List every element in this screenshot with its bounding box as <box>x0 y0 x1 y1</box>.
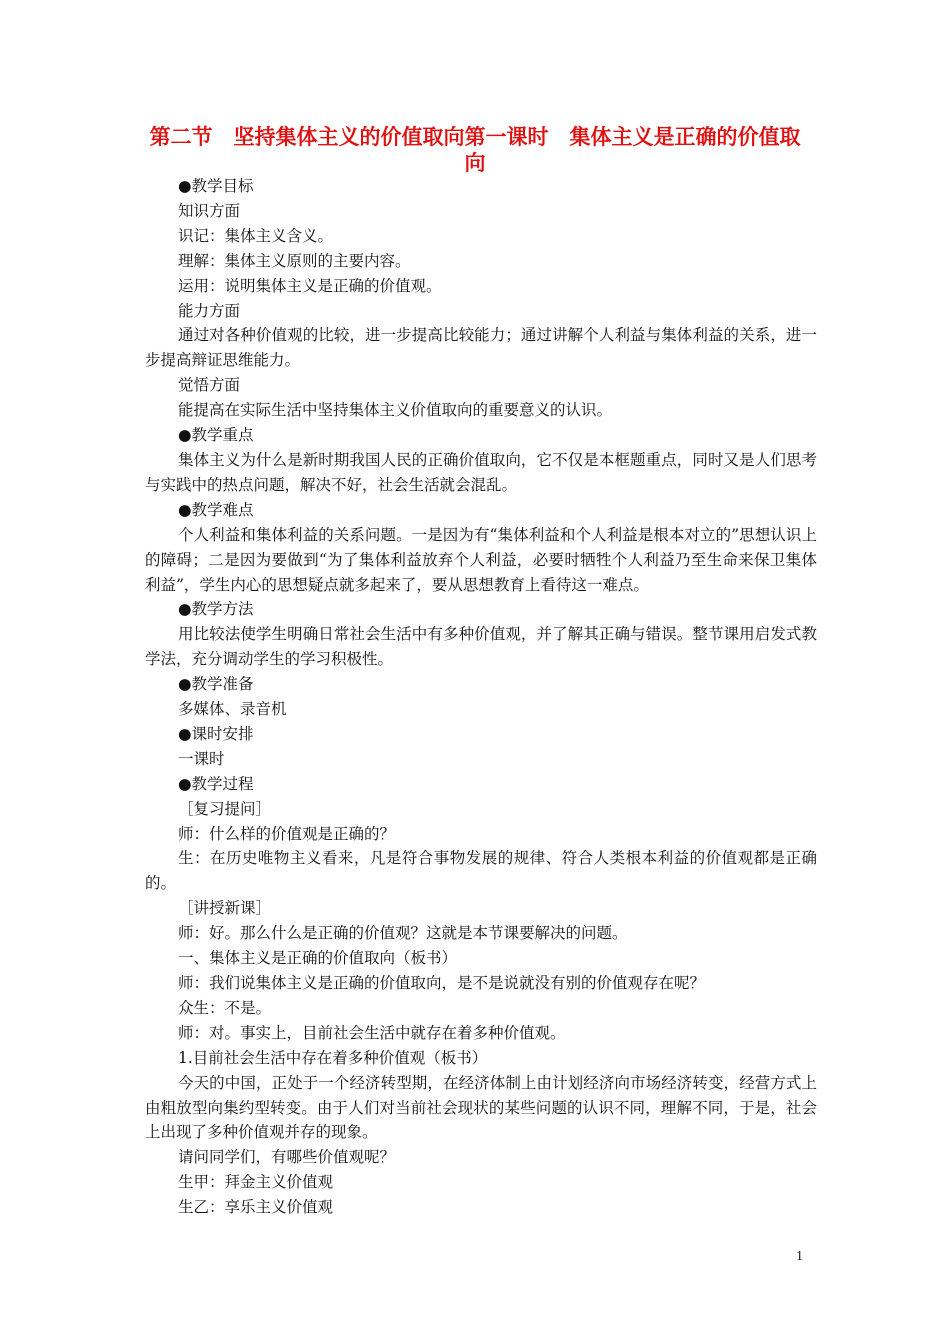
paragraph: 众生：不是。 <box>178 998 272 1017</box>
paragraph: ●教学方法 <box>178 600 254 619</box>
paragraph: 请问同学们，有哪些价值观呢？ <box>178 1148 396 1167</box>
document-body <box>145 174 817 1220</box>
page-number: 1 <box>796 1249 803 1264</box>
paragraph: 1.目前社会生活中存在着多种价值观（板书） <box>178 1048 488 1067</box>
page-title: 第二节 坚持集体主义的价值取向第一课时 集体主义是正确的价值取向 <box>149 124 801 175</box>
paragraph: ●教学准备 <box>178 675 254 694</box>
paragraph: ［讲授新课］ <box>178 899 272 918</box>
paragraph: ●教学目标 <box>178 177 254 195</box>
paragraph: 生：在历史唯物主义看来，凡是符合事物发展的规律、符合人类根本利益的价值观都是正确的。 <box>145 849 817 893</box>
paragraph: 用比较法使学生明确日常社会生活中有多种价值观，并了解其正确与错误。整节课用启发式教学法，充分调动学生的学习积极性。 <box>145 625 817 669</box>
paragraph: 师：对。事实上，目前社会生活中就存在着多种价值观。 <box>178 1023 566 1042</box>
paragraph: 运用：说明集体主义是正确的价值观。 <box>178 276 442 295</box>
paragraph: ●教学过程 <box>178 774 254 793</box>
paragraph: 觉悟方面 <box>178 376 241 395</box>
paragraph: ［复习提问］ <box>178 799 272 818</box>
paragraph: 个人利益和集体利益的关系问题。一是因为有“集体利益和个人利益是根本对立的”思想认识上的障碍；二是因为要做到“为了集体利益放弃个人利益，必要时牺牲个人利益乃至生命来保卫集体利益”，学生内心的思想疑点就多起来了，要从思想教育上看待这一难点。 <box>145 525 817 594</box>
paragraph: 今天的中国，正处于一个经济转型期，在经济体制上由计划经济向市场经济转变，经营方式上由粗放型向集约型转变。由于人们对当前社会现状的某些问题的认识不同，理解不同，于是，社会上出现了多种价值观并存的现象。 <box>145 1073 817 1142</box>
paragraph: 通过对各种价值观的比较，进一步提高比较能力；通过讲解个人利益与集体利益的关系，进一步提高辩证思维能力。 <box>145 326 817 370</box>
paragraph: 能提高在实际生活中坚持集体主义价值取向的重要意义的认识。 <box>178 401 613 420</box>
paragraph: 生甲：拜金主义价值观 <box>178 1173 334 1192</box>
paragraph: 师：我们说集体主义是正确的价值取向，是不是说就没有别的价值观存在呢？ <box>178 974 706 992</box>
paragraph: 知识方面 <box>178 201 241 220</box>
paragraph: ●教学难点 <box>178 500 254 519</box>
paragraph: 一、集体主义是正确的价值取向（板书） <box>178 949 458 968</box>
paragraph: 能力方面 <box>178 301 241 320</box>
paragraph: 一课时 <box>178 749 225 768</box>
paragraph: ●课时安排 <box>178 724 254 743</box>
paragraph: 集体主义为什么是新时期我国人民的正确价值取向，它不仅是本框题重点，同时又是人们思考与实践中的热点问题，解决不好，社会生活就会混乱。 <box>145 450 817 494</box>
paragraph: 生乙：享乐主义价值观 <box>178 1198 334 1217</box>
paragraph: 师：好。那么什么是正确的价值观？这就是本节课要解决的问题。 <box>178 924 628 943</box>
paragraph: 识记：集体主义含义。 <box>178 226 334 245</box>
paragraph: 多媒体、录音机 <box>178 700 287 719</box>
paragraph: 理解：集体主义原则的主要内容。 <box>178 251 411 270</box>
paragraph: ●教学重点 <box>178 426 254 445</box>
paragraph: 师：什么样的价值观是正确的？ <box>178 824 396 843</box>
